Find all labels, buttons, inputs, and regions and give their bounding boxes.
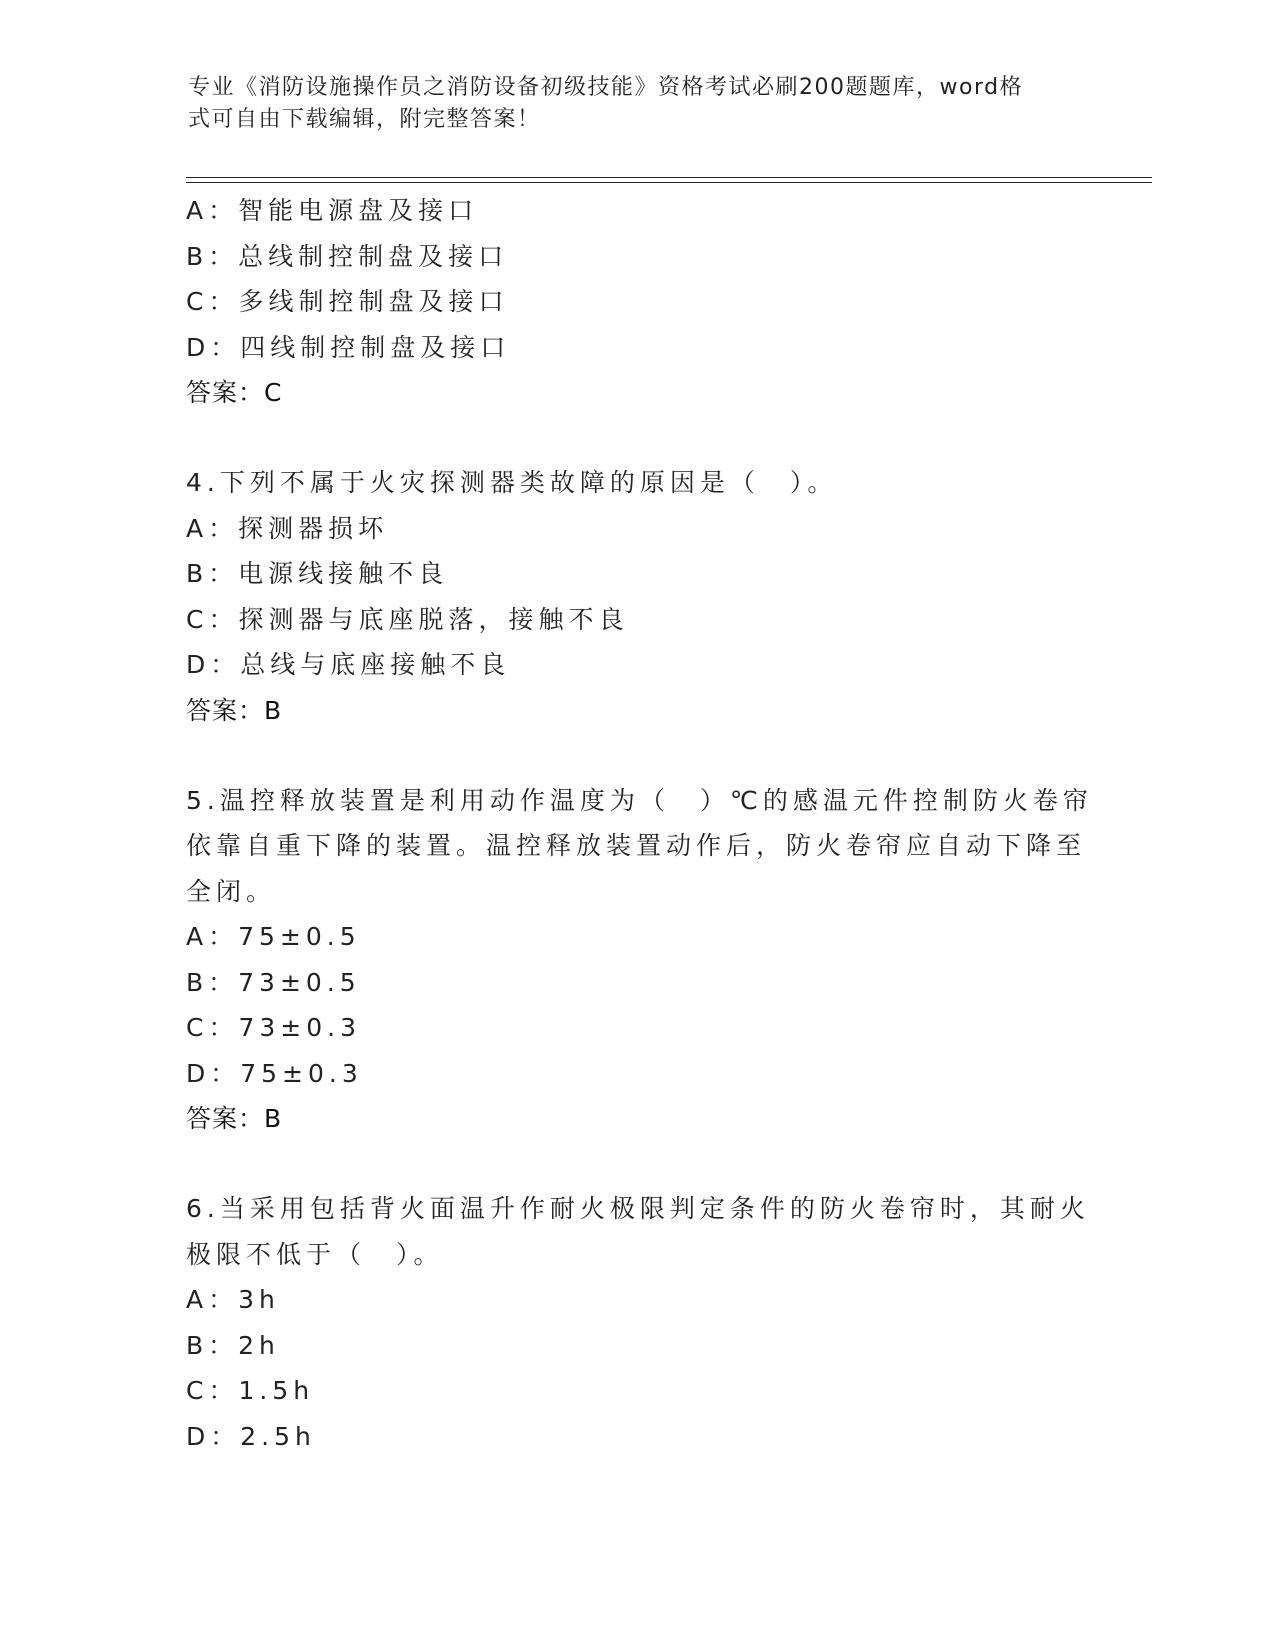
option-b: B：73±0.5	[186, 967, 361, 997]
spacer	[186, 416, 1066, 460]
question-text-line-2: 极限不低于（ ）。	[186, 1239, 444, 1269]
option-c: C：1.5h	[186, 1376, 315, 1405]
question-text-line-3: 全闭。	[186, 876, 277, 906]
option-c: C：探测器与底座脱落，接触不良	[186, 604, 629, 634]
answer-line: 答案：B	[186, 695, 283, 725]
header-divider-top	[186, 177, 1152, 178]
question-text-line-1: 5.温控释放装置是利用动作温度为（ ）℃的感温元件控制防火卷帘	[186, 785, 1093, 815]
option-a: A：探测器损坏	[186, 513, 389, 543]
option-b: B：电源线接触不良	[186, 559, 449, 588]
option-d: D：总线与底座接触不良	[186, 650, 511, 679]
option-b: B：总线制控制盘及接口	[186, 241, 509, 271]
question-3-continued	[186, 188, 1066, 416]
spacer	[186, 734, 1066, 778]
option-d: D：2.5h	[186, 1421, 316, 1451]
spacer	[186, 1142, 1066, 1186]
option-b: B：2h	[186, 1330, 280, 1360]
question-5	[186, 778, 1093, 1143]
option-a: A：智能电源盘及接口	[186, 196, 479, 225]
option-a: A：75±0.5	[186, 922, 361, 951]
header-line-1: 专业《消防设施操作员之消防设备初级技能》资格考试必刷200题题库，word格	[188, 75, 1024, 100]
question-text-line-1: 6.当采用包括背火面温升作耐火极限判定条件的防火卷帘时，其耐火	[186, 1194, 1090, 1223]
option-d: D：75±0.3	[186, 1058, 363, 1088]
option-c: C：多线制控制盘及接口	[186, 287, 509, 316]
document-header	[188, 72, 1068, 136]
question-4	[186, 460, 1066, 734]
question-list	[186, 188, 1093, 1459]
header-line-2: 式可自由下载编辑，附完整答案！	[188, 107, 541, 132]
question-text: 4.下列不属于火灾探测器类故障的原因是（ ）。	[186, 468, 838, 497]
question-6	[186, 1186, 1090, 1459]
answer-line: 答案：C	[186, 378, 283, 407]
option-a: A：3h	[186, 1285, 280, 1314]
option-d: D：四线制控制盘及接口	[186, 332, 511, 362]
option-c: C：73±0.3	[186, 1013, 361, 1042]
header-divider-bottom	[186, 182, 1152, 183]
answer-line: 答案：B	[186, 1104, 283, 1133]
question-text-line-2: 依靠自重下降的装置。温控释放装置动作后，防火卷帘应自动下降至	[186, 831, 1087, 860]
